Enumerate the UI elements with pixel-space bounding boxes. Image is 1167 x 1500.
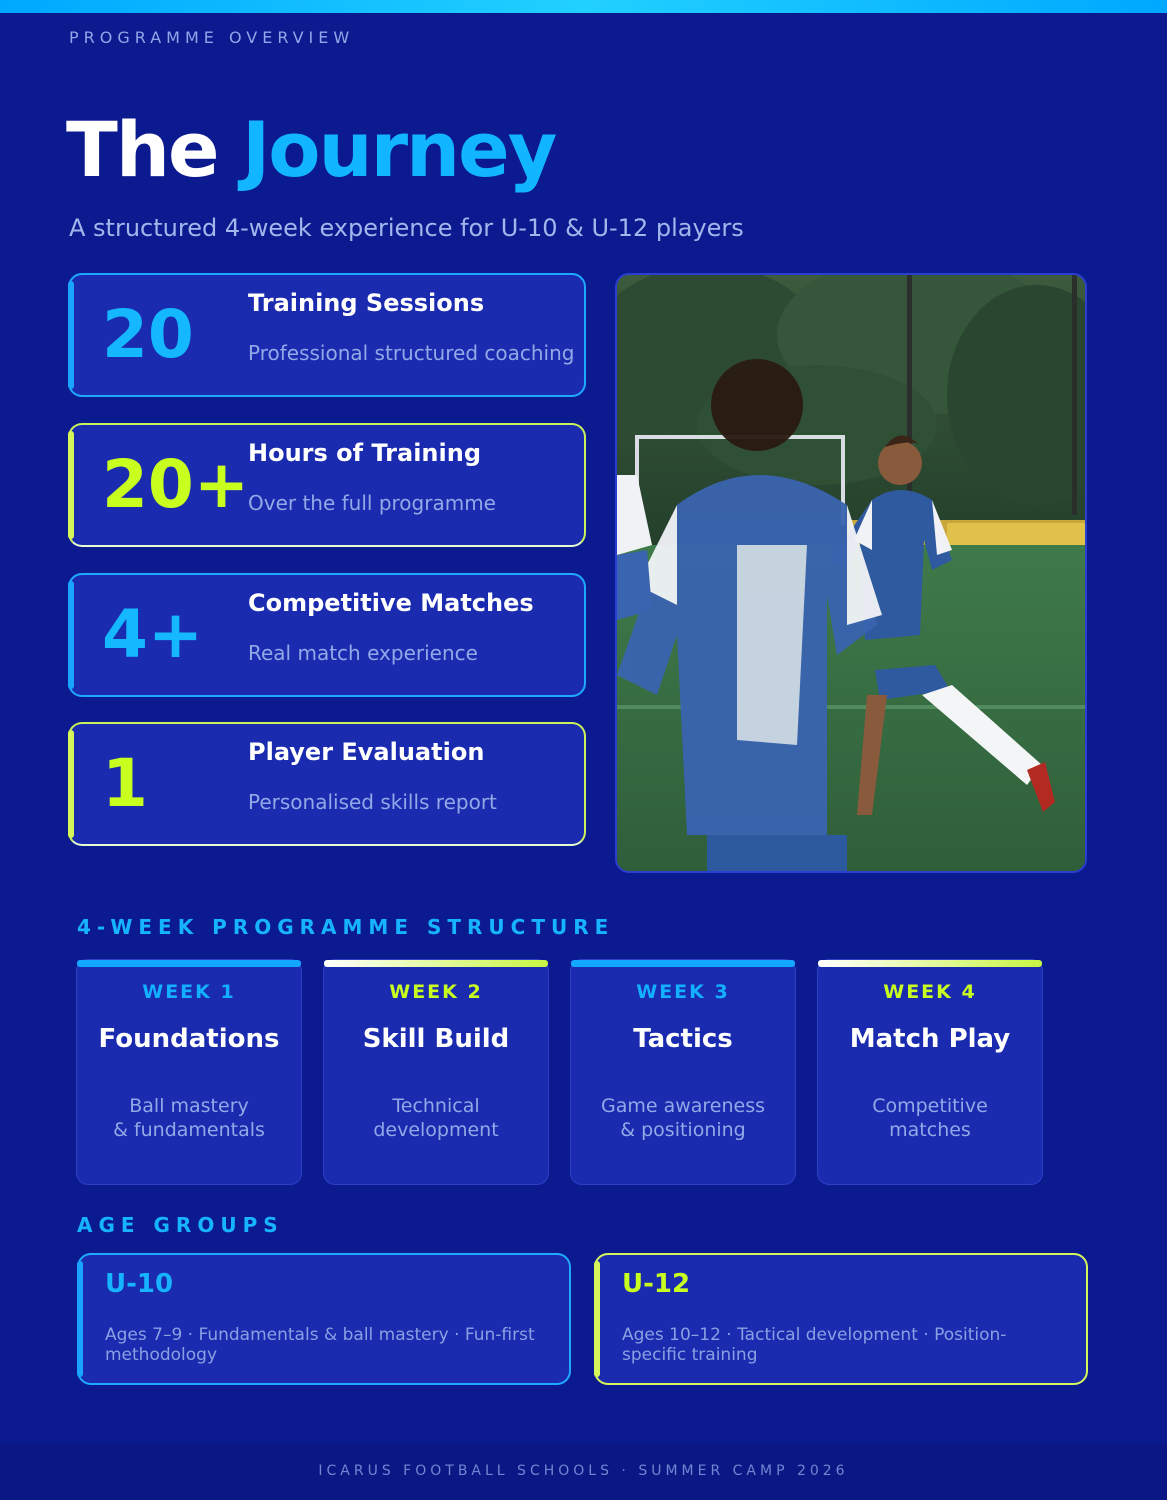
week-card-2: [323, 959, 549, 1185]
week-description-line: matches: [889, 1119, 971, 1141]
week-title: Foundations: [98, 1024, 280, 1054]
week-label: WEEK 2: [389, 981, 483, 1003]
week-accent-line: [571, 960, 795, 967]
week-label: WEEK 1: [142, 981, 236, 1003]
age-group-description: Ages 7–9 · Fundamentals & ball mastery · Fun-first methodology: [105, 1325, 535, 1365]
week-title: Tactics: [633, 1024, 733, 1054]
stat-label: Hours of Training: [248, 439, 481, 467]
stat-card-matches: [68, 573, 586, 697]
stat-accent-bar: [68, 431, 74, 539]
age-group-name: U-10: [105, 1269, 174, 1299]
week-description: [579, 1094, 787, 1142]
stat-card-hours: [68, 423, 586, 547]
week-title: Match Play: [849, 1024, 1011, 1054]
age-group-name: U-12: [622, 1269, 691, 1299]
week-description-line: & fundamentals: [113, 1119, 265, 1141]
stat-description: Personalised skills report: [248, 790, 497, 814]
stat-number: 20+: [102, 446, 250, 523]
week-accent-line: [818, 960, 1042, 967]
stat-label: Player Evaluation: [248, 738, 485, 766]
week-label: WEEK 4: [883, 981, 977, 1003]
week-description: [85, 1094, 293, 1142]
section-heading-age-groups: AGE GROUPS: [77, 1213, 284, 1237]
stat-accent-bar: [68, 581, 74, 689]
stat-accent-bar: [68, 730, 74, 838]
players-photo: [615, 273, 1087, 873]
stat-card-evaluation: [68, 722, 586, 846]
week-description-line: Technical: [392, 1095, 480, 1117]
week-description-line: Competitive: [872, 1095, 988, 1117]
age-accent-bar: [77, 1261, 83, 1377]
footer-text: ICARUS FOOTBALL SCHOOLS · SUMMER CAMP 2026: [0, 1444, 1167, 1500]
age-group-description: Ages 10–12 · Tactical development · Position-specific training: [622, 1325, 1007, 1365]
section-heading-structure: 4-WEEK PROGRAMME STRUCTURE: [77, 915, 615, 939]
week-card-4: [817, 959, 1043, 1185]
stat-description: Over the full programme: [248, 491, 496, 515]
title-word-journey: Journey: [241, 105, 556, 194]
eyebrow-label: PROGRAMME OVERVIEW: [69, 28, 355, 47]
week-card-3: [570, 959, 796, 1185]
week-description: [332, 1094, 540, 1142]
stat-number: 1: [102, 745, 148, 822]
week-description-line: Ball mastery: [129, 1095, 249, 1117]
stat-card-sessions: [68, 273, 586, 397]
week-description: [826, 1094, 1034, 1142]
stat-description: Real match experience: [248, 641, 478, 665]
page-subtitle: A structured 4-week experience for U-10 & U-12 players: [69, 214, 744, 242]
week-label: WEEK 3: [636, 981, 730, 1003]
title-word-the: The: [66, 105, 218, 194]
week-accent-line: [77, 960, 301, 967]
stat-accent-bar: [68, 281, 74, 389]
stat-number: 4+: [102, 596, 204, 673]
players-photo-image: [617, 275, 1087, 873]
week-description-line: Game awareness: [600, 1095, 766, 1117]
week-description-line: & positioning: [620, 1119, 746, 1141]
week-title: Skill Build: [362, 1024, 510, 1054]
age-accent-bar: [594, 1261, 600, 1377]
stat-description: Professional structured coaching: [248, 341, 575, 365]
age-group-card-u12: [594, 1253, 1088, 1385]
age-group-card-u10: [77, 1253, 571, 1385]
stat-label: Competitive Matches: [248, 589, 534, 617]
stat-label: Training Sessions: [248, 289, 485, 317]
top-accent-bar: [0, 0, 1167, 13]
week-description-line: development: [373, 1119, 499, 1141]
page-title: [66, 100, 555, 200]
week-accent-line: [324, 960, 548, 967]
week-card-1: [76, 959, 302, 1185]
stat-number: 20: [102, 296, 194, 373]
